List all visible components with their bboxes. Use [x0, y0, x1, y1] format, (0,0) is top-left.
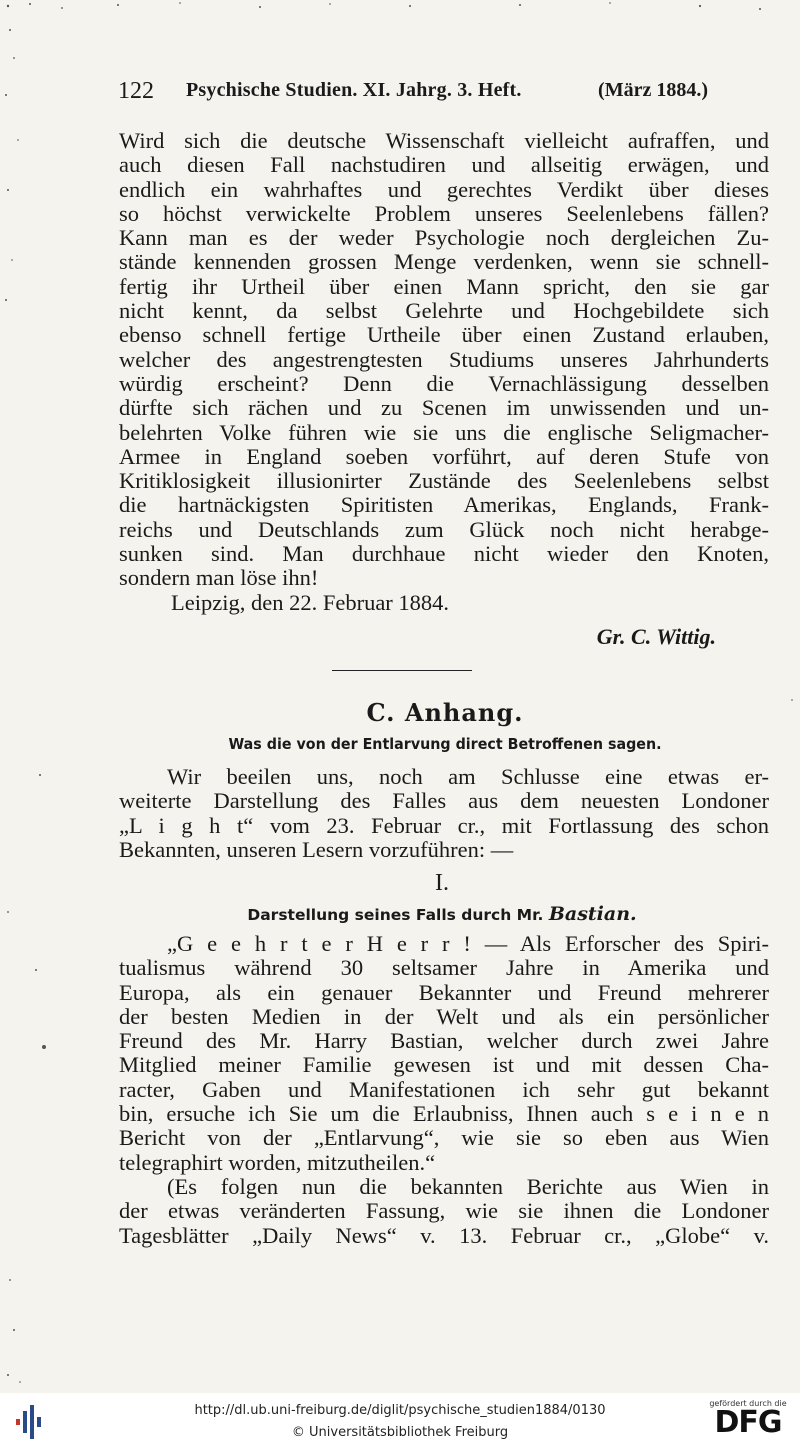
text-line: bin, ersuche ich Sie um die Erlaubniss, Ihnen auch s e i n e n [119, 1101, 769, 1127]
roman-numeral: I. [435, 870, 449, 896]
text-line: Freund des Mr. Harry Bastian, welcher durch zwei Jahre [119, 1028, 769, 1054]
library-footer [0, 1393, 800, 1451]
text-line: so höchst verwickelte Problem unseres Seelenlebens fällen? [119, 200, 769, 226]
text-line: Tagesblätter „Daily News“ v. 13. Februar cr., „Globe“ v. [119, 1222, 769, 1248]
text-line: Europa, als ein genauer Bekannter und Freund mehrerer [119, 979, 769, 1005]
paragraph-intro [119, 765, 769, 862]
running-header [118, 78, 708, 108]
text-line: tualismus während 30 seltsamer Jahre in Amerika und [119, 955, 769, 981]
text-line: fertig ihr Urtheil über einen Mann spricht, den sie gar [119, 273, 769, 299]
section-divider [332, 670, 472, 671]
text-line: nicht kennt, da selbst Gelehrte und Hochgebildete sich [119, 298, 769, 324]
text-line: Bericht von der „Entlarvung“, wie sie so eben aus Wien [119, 1125, 769, 1151]
section-title: C. Anhang. [366, 698, 524, 727]
copyright-notice: © Universitätsbibliothek Freiburg [291, 1425, 509, 1440]
dateline: Leipzig, den 22. Februar 1884. [171, 589, 450, 615]
running-title: Psychische Studien. XI. Jahrg. 3. Heft. [186, 79, 522, 101]
text-line: Kann man es der weder Psychologie noch dergleichen Zu- [119, 225, 769, 251]
text-line: weiterte Darstellung des Falles aus dem neuesten Londoner [119, 788, 769, 814]
issue-date: (März 1884.) [598, 79, 708, 101]
text-line: „G e e h r t e r H e r r ! — Als Erforscher des Spiri- [167, 931, 769, 956]
permalink-url[interactable]: http://dl.ub.uni-freiburg.de/diglit/psychische_studien1884/0130 [194, 1403, 606, 1418]
text-line: dürfte sich rächen und zu Scenen im unwissenden und un- [119, 395, 769, 421]
text-line: welcher des angestrengtesten Studiums unseres Jahrhunderts [119, 346, 769, 372]
text-line: Wir beeilen uns, noch am Schlusse eine etwas er- [167, 764, 769, 789]
text-line: „L i g h t“ vom 23. Februar cr., mit Fortlassung des schon [119, 812, 769, 838]
text-line: der etwas veränderten Fassung, wie sie ihnen die Londoner [119, 1198, 769, 1224]
dfg-wordmark: DFG [714, 1405, 782, 1440]
text-line: sunken sind. Man durchhaue nicht wieder den Knoten, [119, 541, 769, 567]
text-line: (Es folgen nun die bekannten Berichte aus Wien in [167, 1173, 769, 1199]
subsection-heading-name: Bastian. [548, 903, 637, 925]
text-line: Kritiklosigkeit illusionirter Zustände des Seelenlebens selbst [119, 468, 769, 494]
text-line: sondern man löse ihn! [119, 565, 319, 591]
paragraph-conclusion [119, 129, 769, 615]
text-line: racter, Gaben und Manifestationen ich sehr gut bekannt [119, 1076, 769, 1102]
text-line: reichs und Deutschlands zum Glück noch nicht herabge- [119, 516, 769, 542]
paragraph-letter [119, 932, 769, 1248]
text-line: der besten Medien in der Welt und als ein persönlicher [119, 1003, 769, 1029]
text-line: telegraphirt worden, mitzutheilen.“ [119, 1149, 436, 1175]
text-line: endlich ein wahrhaftes und gerechtes Verdikt über dieses [119, 176, 769, 202]
author-signature: Gr. C. Wittig. [596, 624, 716, 649]
subsection-heading-prefix: Darstellung seines Falls durch Mr. [247, 906, 544, 924]
page-number: 122 [118, 78, 154, 104]
dfg-funding-text: gefördert durch die [709, 1399, 787, 1408]
section-subtitle: Was die von der Entlarvung direct Betroffenen sagen. [228, 735, 662, 753]
text-line: auch diesen Fall nachstudiren und allseitig erwägen, und [119, 152, 769, 178]
text-line: belehrten Volke führen wie sie uns die englische Seligmacher- [119, 419, 769, 445]
text-line: Wird sich die deutsche Wissenschaft vielleicht aufraffen, und [119, 128, 769, 153]
text-line: die hartnäckigsten Spiritisten Amerikas, Englands, Frank- [119, 492, 769, 518]
subsection-heading [0, 903, 800, 925]
dfg-logo [706, 1399, 790, 1445]
text-line: Armee in England soeben vorführt, auf deren Stufe von [119, 443, 769, 469]
text-line: Mitglied meiner Familie gewesen ist und mit dessen Cha- [119, 1052, 769, 1078]
text-line: Bekannten, unseren Lesern vorzuführen: — [119, 836, 514, 862]
text-line: würdig erscheint? Denn die Vernachlässigung desselben [119, 370, 769, 396]
text-line: stände kennenden grossen Menge verdenken, wenn sie schnell- [119, 249, 769, 275]
text-line: ebenso schnell fertige Urtheile über einen Zustand erlauben, [119, 322, 769, 348]
